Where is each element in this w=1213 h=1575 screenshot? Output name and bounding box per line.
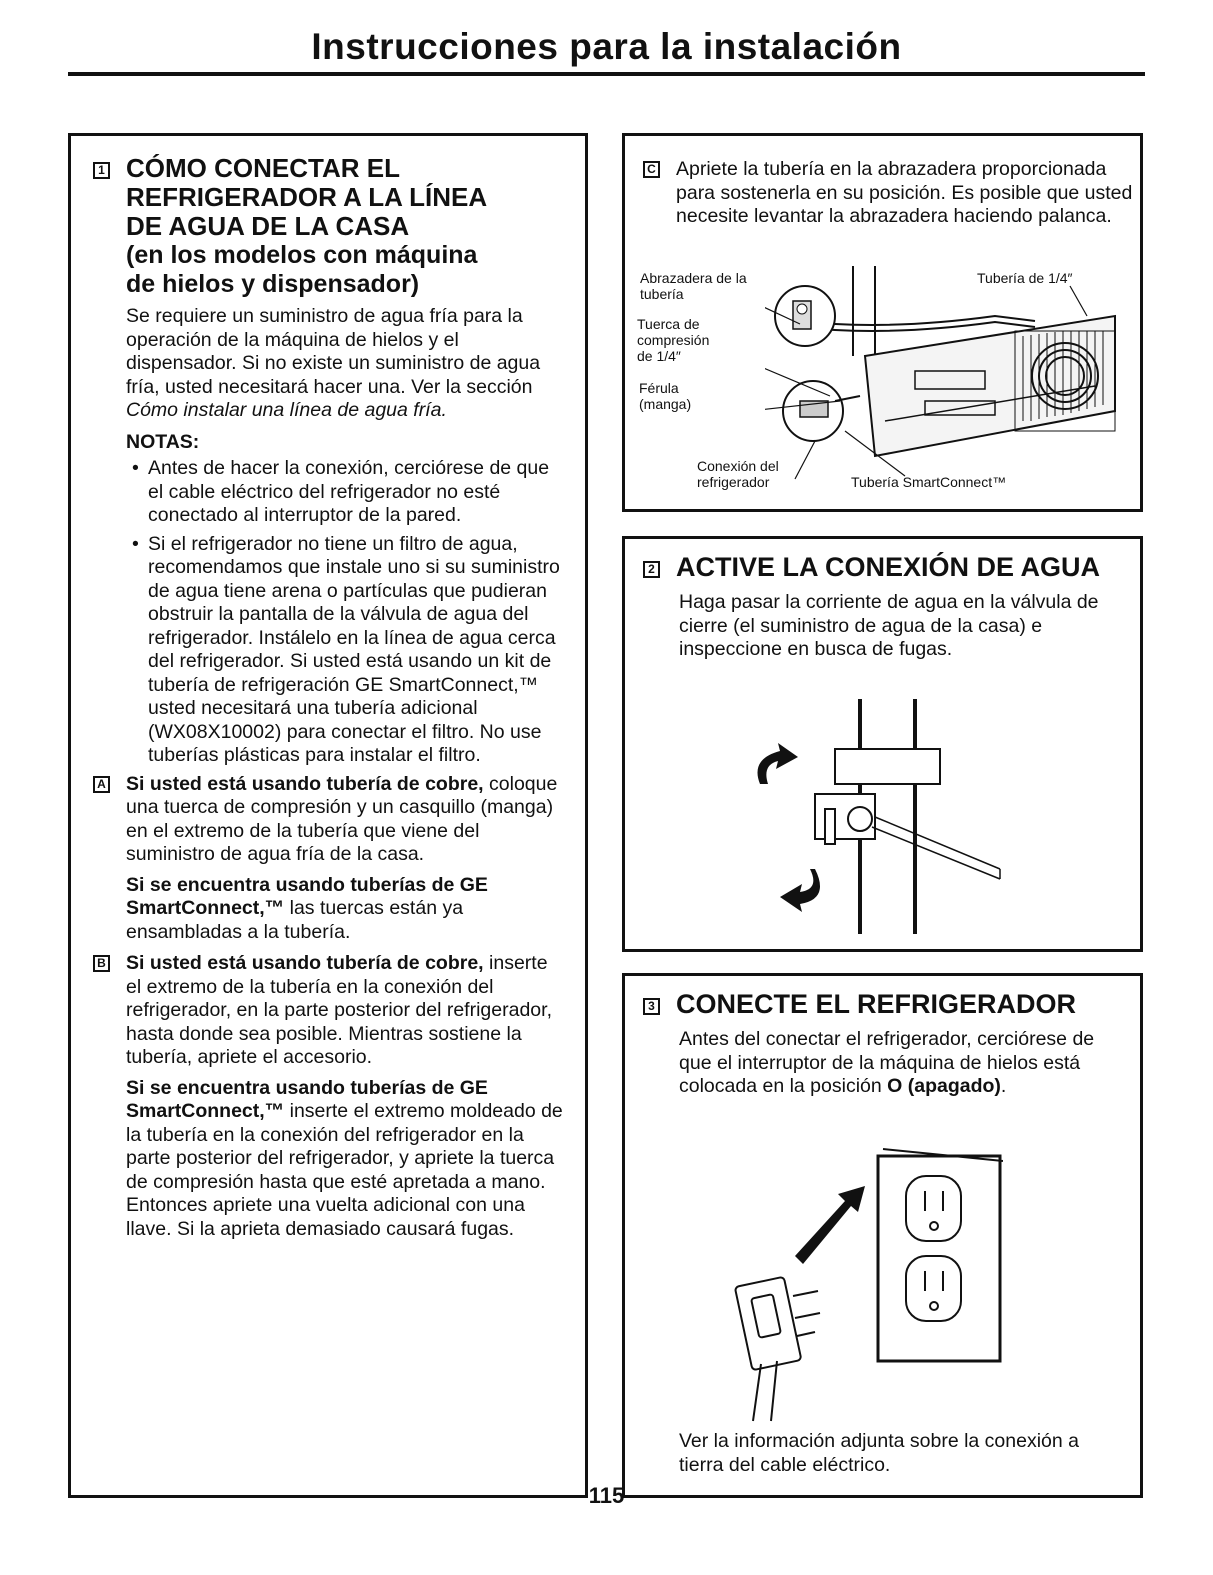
page-title: Instrucciones para la instalación: [311, 26, 902, 67]
section-1-subtitle-line-1: (en los modelos con máquina: [126, 241, 478, 269]
section-3-text-bold: O (apagado): [887, 1075, 1001, 1097]
step-a: [93, 773, 565, 945]
label-nut: Tuerca de compresión de 1/4″: [637, 316, 710, 364]
step-a-text-2: las tuercas están ya ensambladas a la tubería.: [126, 897, 464, 943]
section-2-badge: 2: [643, 561, 660, 578]
step-c-box: [622, 133, 1143, 512]
outlet-plug-illustration: [733, 1146, 1003, 1426]
section-3-text-end: .: [1000, 1075, 1007, 1097]
section-1-title-line-2: REFRIGERADOR A LA LÍNEA: [126, 182, 488, 212]
section-1-title-line-1: CÓMO CONECTAR EL: [126, 153, 400, 183]
section-3-title: CONECTE EL REFRIGERADOR: [676, 989, 1077, 1019]
notes-list: [126, 457, 565, 768]
label-connection: Conexión del refrigerador: [697, 458, 779, 490]
step-b-bold: Si usted está usando tubería de cobre,: [126, 952, 484, 974]
note-item: • Antes de hacer la conexión, cerciórese de que el cable eléctrico del refrigerador no esté conectado al interruptor de la pared.: [126, 457, 565, 528]
section-1-badge: 1: [93, 162, 110, 179]
section-1-intro: [126, 305, 565, 423]
section-3-box: [622, 973, 1143, 1498]
title-rule: [68, 72, 1145, 76]
section-2-title: ACTIVE LA CONEXIÓN DE AGUA: [676, 552, 1101, 582]
label-smartconnect: Tubería SmartConnect™: [851, 474, 1007, 490]
section-3-text: [679, 1028, 1099, 1099]
step-b-text: inserte el extremo de la tubería en la conexión del refrigerador, en la parte posterior del refrigerador, hasta donde sea posible. Mientras sostiene la tubería, apriete el accesorio.: [126, 952, 552, 1068]
section-3-badge: 3: [643, 998, 660, 1015]
intro-text: Se requiere un suministro de agua fría para la operación de la máquina de hielos y el dispensador. Si no existe un suministro de agua fría, usted necesitará hacer una. Ver la sección: [126, 305, 541, 398]
step-b-bold-2: Si se encuentra usando tuberías de GE SmartConnect,™: [126, 1076, 488, 1122]
section-1-subtitle-line-2: de hielos y dispensador): [126, 270, 420, 298]
step-a-text: coloque una tuerca de compresión y un casquillo (manga) en el extremo de la tubería que viene del suministro de agua fría de la casa.: [126, 772, 558, 865]
water-valve-illustration: [720, 699, 1020, 939]
section-3-text-main: Antes del conectar el refrigerador, cerciórese de que el interruptor de la máquina de hielos está colocada en la posición: [679, 1028, 1095, 1097]
section-3-footer: Ver la información adjunta sobre la conexión a tierra del cable eléctrico.: [679, 1430, 1079, 1476]
step-a-bold: Si usted está usando tubería de cobre,: [126, 772, 484, 795]
intro-link-text: Cómo instalar una línea de agua fría.: [126, 399, 447, 421]
label-clamp: Abrazadera de la tubería: [640, 270, 747, 302]
step-a-bold-2: Si se encuentra usando tuberías de GE SmartConnect,™: [126, 873, 488, 919]
label-tubing: Tubería de 1/4″: [977, 270, 1073, 286]
tubing-connection-illustration: [765, 261, 1125, 486]
step-c-text: Apriete la tubería en la abrazadera proporcionada para sostenerla en su posición. Es posible que usted necesite levantar la abrazadera haciendo palanca.: [676, 158, 1133, 227]
section-2-text: Haga pasar la corriente de agua en la válvula de cierre (el suministro de agua de la casa) e inspeccione en busca de fugas.: [679, 591, 1099, 660]
label-ferrule: Férula (manga): [639, 380, 692, 412]
section-1-title-line-3: DE AGUA DE LA CASA: [126, 211, 410, 241]
section-1-box: [68, 133, 588, 1498]
step-a-badge: A: [93, 776, 110, 793]
section-3-heading: [643, 990, 1076, 1019]
step-c-badge: C: [643, 161, 660, 178]
step-b: [93, 952, 565, 1241]
section-1-heading: [93, 154, 565, 299]
step-b-badge: B: [93, 955, 110, 972]
step-c: [643, 158, 1133, 229]
page-number: 115: [588, 1483, 625, 1508]
section-2-heading: [643, 553, 1100, 582]
note-item: • Si el refrigerador no tiene un filtro de agua, recomendamos que instale uno si su suministro de agua tiene arena o partículas que pudieran obstruir la pantalla de la válvula de agua del refrigerador. Instálelo en la línea de agua cerca del refrigerador. Si usted está usando un kit de tubería de refrigeración GE SmartConnect,™ usted necesitará una tubería adicional (WX08X10002) para conectar el filtro. No use tuberías plásticas para instalar el filtro.: [126, 533, 565, 768]
notes-label: NOTAS:: [126, 430, 200, 453]
section-2-box: [622, 536, 1143, 952]
step-b-text-2: inserte el extremo moldeado de la tubería en la conexión del refrigerador en la parte posterior del refrigerador, y apriete la tuerca de compresión hasta que esté apretada a mano. Entonces apriete una vuelta adicional con una llave. Si la aprieta demasiado causará fugas.: [126, 1100, 563, 1240]
